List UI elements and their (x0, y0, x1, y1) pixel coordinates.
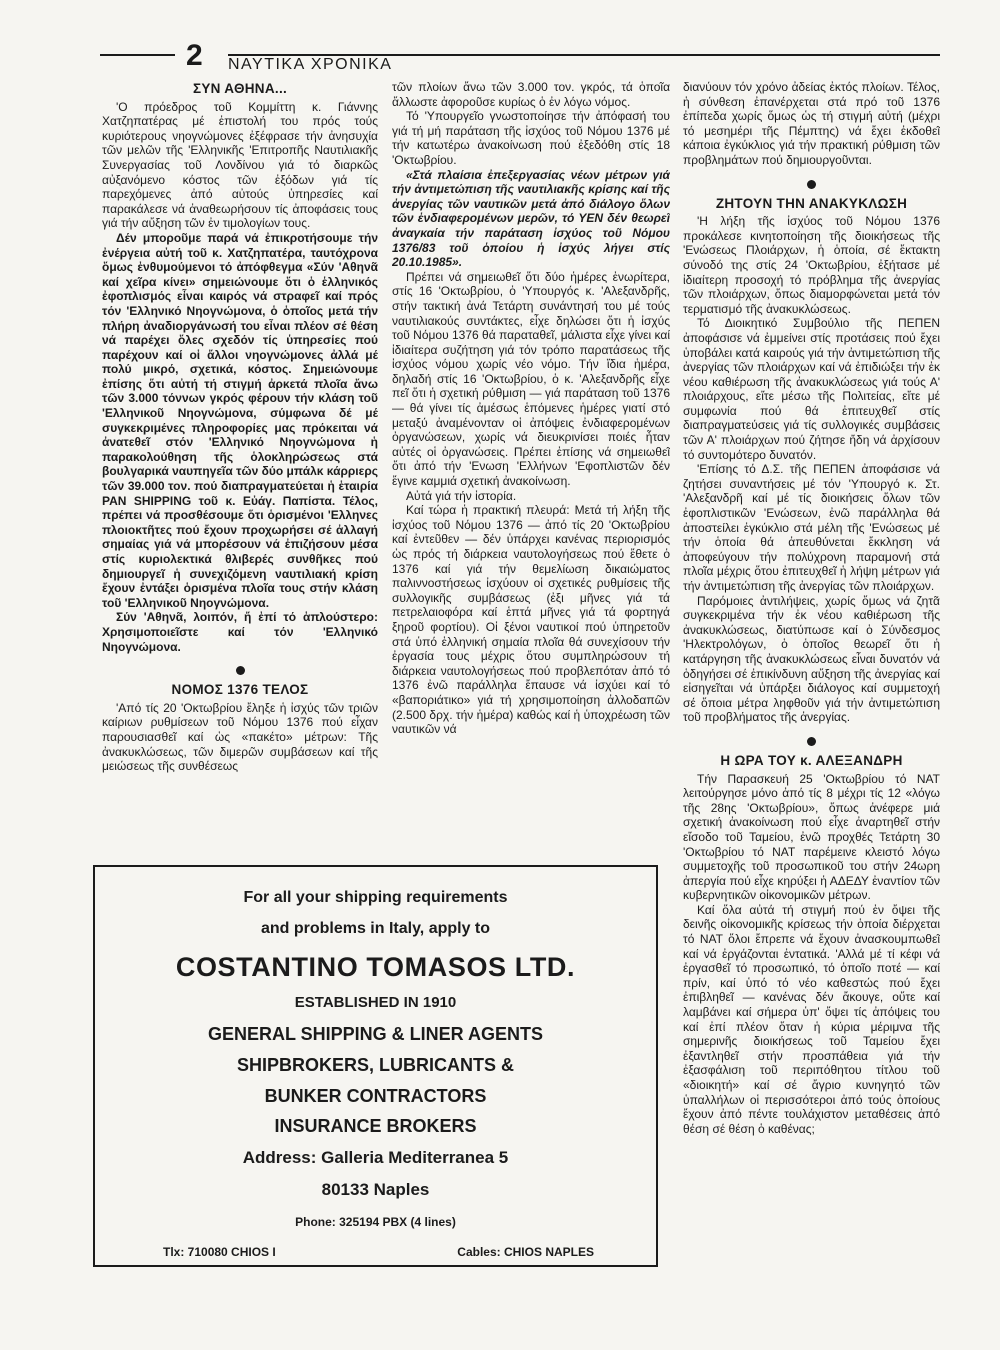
article-paragraph: Καί τώρα ἡ πρακτική πλευρά: Μετά τή λήξη τῆς ἰσχύος τοῦ Νόμου 1376 — ἀπό τίς 20 'Οκτωβρίου καί ἐντεῦθεν — δέν ὑπάρχει κανένας περιορισμός ὡς πρός τή διάρκεια ναυτολογήσεως πού ἔθετε ὁ 1376 καί γιά τήν θεμελίωση δικαιώματος παλιννοστήσεως ἰσχύουν οἱ σχετικές ρυθμίσεις τῆς συλλογικῆς συμβάσεως (ἐξι μῆνες γιά τά πετρελαιοφόρα καί ἑπτά μῆνες γιά τά φορτηγά ξηροῦ φορτίου). Οἱ ξένοι ναυτικοί πού ὑπηρετοῦν στά ὑπό ἑλληνική σημαία πλοῖα θά συνεχίσουν τήν ἐργασία τους μέχρις ὅτου συμπληρώσουν τή διάρκεια ναυτολογήσεως πού προβλεπόταν ἀπό τό 1376 ἐνῶ παράλληλα ἔπαυσε νά ἰσχύει καί τό «βαποριάτικο» γιά τή χρησιμοποίηση ἀλλοδαπῶν (2.500 δρχ. τήν ἡμέρα) καθώς καί ἡ ὑποχρέωση τῶν ναυτικῶν νά (392, 503, 670, 737)
article-paragraph: Καί ὅλα αὐτά τή στιγμή πού ἐν ὄψει τῆς δεινῆς οἰκονομικῆς κρίσεως τήν ὁποία διέρχεται τό ΝΑΤ ὅλοι ἔπρεπε νά ἔχουν ἀνασκουμπωθεῖ καί νά ἐργάζονται ἐντατικά. 'Αλλά μέ τί κέφι νά ἐργασθεῖ τό προσωπικό, τό ὁποῖο ποτέ — καί πρίν, καί ὑπό τό νέο καθεστώς πού ἔχει ἐπιβληθεῖ — κανένας δέν ἄκουγε, οὔτε καί λαμβάνει καί σήμερα ὑπ' ὄψει τίς ἀπόψεις του καί ἐπί πλέον ὅταν ἡ κύρια μέριμνα τῆς σημερινῆς διοικήσεως τοῦ Ταμείου ἔχει ἐξαντληθεῖ στήν προσπάθεια γιά τήν ἐξασφάλιση τοῦ περιπόθητου τίτλου τοῦ «διοικητή» καί σέ ἄγριο κυνηγητό τῶν ὑπαλλήλων οἱ περισσότεροι ἀπό τούς ὁποίους ἔχουν ἀπό πέντε τουλάχιστον μεταθέσεις ἀπό θέση σέ θέση ὁ καθένας; (683, 902, 940, 1136)
shipping-advertisement (93, 865, 658, 1267)
publication-title: ΝΑΥΤΙΚΑ ΧΡΟΝΙΚΑ (228, 56, 393, 73)
article-paragraph: Δέν μποροῦμε παρά νά ἐπικροτήσουμε τήν ἐνέργεια αὐτή τοῦ κ. Χατζηπατέρα, ταυτόχρονα ὅμως ἐνθυμούμενοι τό ἀπόφθεγμα «Σύν 'Αθηνᾶ καί χεῖρα κίνει» σημειώνουμε ὅτι ὁ ἑλληνικός ἐφοπλισμός εἶναι καιρός νά στραφεῖ καί πρός τόν 'Ελληνικό Νηογνώμονα, ὁ ὁποῖος μετά τήν πλήρη ἀναδιοργάνωσή του εἶναι πλέον σέ θέση νά παρέχει ὅλες σχεδόν τίς ὑπηρεσίες πού παρέχουν καί οἱ ἄλλοι νηογνώμονες ἀλλά μέ πολύ μικρό, σχετικά, κόστος. Σημειώνουμε ἐπίσης ὅτι αὐτή τή στιγμή ἀρκετά πλοῖα ἄνω τῶν 3.000 τόννων γκρός φέρουν τήν κλάση τοῦ 'Ελληνικοῦ Νηογνώμονα, σύμφωνα δέ μέ συγκεκριμένες πληροφορίες μας πρόκειται νά ἀνατεθεῖ στόν 'Ελληνικό Νηογνώμονα ἡ παρακολούθηση τῆς ὁλοκληρώσεως στά βουλγαρικά ναυπηγεῖα τῶν δύο μπάλκ κάρριερς τῶν 39.000 τον. πού διαπραγματεύεται ἡ ἑταιρία PAN SHIPPING τοῦ κ. Εὐάγ. Παπίστα. Τέλος, πρέπει νά προσθέσουμε ὅτι ὁρισμένοι 'Ελληνες πλοιοκτῆτες πού ἔχουν προχωρήσει σέ ἀλλαγή σημαίας γιά νά μπορέσουν νά ἐπιζήσουν μέσα στίς κυριολεκτικά θλιβερές συνθῆκες πού δημιουργεῖ ἡ συνεχιζόμενη ναυτιλιακή κρίση ἔχουν ἐντάξει ὁρισμένα πλοῖα τους στήν κλάση τοῦ 'Ελληνικοῦ Νηογνώμονα. (102, 230, 378, 610)
ad-tagline-2: and problems in Italy, apply to (260, 920, 491, 937)
ministry-announcement: «Στά πλαίσια ἐπεξεργασίας νέων μέτρων γιά τήν ἀντιμετώπιση τῆς ναυτιλιακῆς κρίσης καί τῆς ἀνεργίας τῶν ναυτικῶν μετά ἀπό διάλογο ὅλων τῶν ἐνδιαφερομένων μερῶν, τό ΥΕΝ δέν θεωρεῖ ἀναγκαία τήν παράταση ἰσχύος τοῦ Νόμου 1376/83 τοῦ ὁποίου ἡ ἰσχύς λήγει στίς 20.10.1985». (392, 167, 670, 270)
article-paragraph: Αὐτά γιά τήν ἱστορία. (406, 488, 517, 503)
column-1 (102, 80, 378, 858)
article-paragraph: Τό Διοικητικό Συμβούλιο τῆς ΠΕΠΕΝ ἀποφάσισε νά ἐμμείνει στίς προτάσεις πού ἔχει ὑποβάλει κατά καιρούς γιά τήν ἀντιμετώπιση τῆς ἀνεργίας τῶν πλοιάρχων καί νά ἐπιδιώξει τήν ἐκ νέου καθιέρωση τῆς ἀνακυκλώσεως γιά τούς Α' πλοιάρχους, εἴτε μέσω τῆς Πολιτείας, εἴτε μέ συμφωνία πού θά ἐπιτευχθεῖ στίς διαπραγματεύσεις γιά τίς συλλογικές συμβάσεις τῶν Α' πλοιάρχων πού ζήτησε ἤδη νά ἀρχίσουν τό συντομότερο δυνατόν. (683, 316, 940, 462)
page-number: 2 (186, 39, 203, 72)
ad-city: 80133 Naples (321, 1180, 430, 1199)
ad-address: Address: Galleria Mediterranea 5 (242, 1148, 509, 1167)
ad-service-line: BUNKER CONTRACTORS (264, 1086, 487, 1106)
article-paragraph: 'Επίσης τό Δ.Σ. τῆς ΠΕΠΕΝ ἀποφάσισε νά ζητήσει συναντήσεις μέ τόν 'Υπουργό κ. Στ. 'Αλεξανδρῆ καί μέ τίς διοικήσεις ὅλων τῶν ἐφοπλιστικῶν 'Ενώσεων, ἐνῶ παράλληλα θά ἀποστείλει ἐγκύκλιο στά μέλη τῆς 'Ενώσεως μέ τήν ὁποία θά ἀπευθύνεται ἔκκληση νά ἀποφεύγουν τήν πολύχρονη παραμονή στά πλοῖα μέχρις ὅτου ἐπιτευχθεῖ ἡ λήψη μέτρων γιά τήν ἀντιμετώπιση τῆς ἀνεργίας τῶν πλοιάρχων. (683, 462, 940, 593)
article-paragraph: 'Ο πρόεδρος τοῦ Κομμίττη κ. Γιάννης Χατζηπατέρας μέ ἐπιστολή του πρός τούς κυριότερους νηογνώμονες ἐξέφρασε τήν ἀνησυχία τῶν μελῶν τῆς 'Ελληνικῆς 'Επιτροπῆς Ναυτιλιακῆς Συνεργασίας τοῦ Λονδίνου γιά τό διαρκῶς αὐξανόμενο κόστος τῶν ἐξόδων γιά τίς παρεχόμενες ἀπό αὐτούς ὑπηρεσίες καί παρακάλεσε νά ἀναθεωρήσουν τίς ἀποφάσεις τους γιά τήν αὔξηση τῶν ἐν τιμολογίων τους. (102, 99, 378, 231)
article-paragraph: Παρόμοιες ἀντιλήψεις, χωρίς ὅμως νά ζητᾶ συγκεκριμένα τήν ἐκ νέου καθιέρωση τῆς ἀνακυκλώσεως, διατύπωσε καί ὁ Σύνδεσμος 'Ηλεκτρολόγων, ὁ ὁποῖος θεωρεῖ ὅτι ἡ κατάργηση τῆς ἀνακυκλώσεως εἶναι δυνατόν νά ὁδηγήσει σέ ἐπικίνδυνη αὔξηση τῆς ἀνεργίας καί εἰσηγεῖται νά ὑπάρξει διάλογος καί συμμετοχή σέ ὅποια μέτρα ληφθοῦν γιά τήν ἀντιμετώπιση τοῦ προβλήματος τῆς ἀνεργίας. (683, 593, 940, 725)
ad-established: ESTABLISHED IN 1910 (294, 994, 457, 1011)
article-paragraph: διανύουν τόν χρόνο ἀδείας ἐκτός πλοίων. Τέλος, ἡ σύνθεση ἐπανέρχεται στά πρό τοῦ 1376 ἐπίπεδα χωρίς ὅμως ὡς τή στιγμή αὐτή (μέχρι τό μεσημέρι τῆς Πέμπτης) νά ἔχει ἐκδοθεῖ κάποια ἐγκύκλιος γιά τήν πρακτική ρύθμιση τῶν προβλημάτων πού δημιουργοῦνται. (683, 80, 940, 167)
article-paragraph: Τό 'Υπουργεῖο γνωστοποίησε τήν ἀπόφασή του γιά τή μή παράταση τῆς ἰσχύος τοῦ Νόμου 1376 μέ τήν κατωτέρω ἀνακοίνωση πού ἐξεδόθη στίς 18 'Οκτωβρίου. (392, 109, 670, 167)
ad-service-line: SHIPBROKERS, LUBRICANTS & (236, 1055, 514, 1075)
article-heading-syn-athina: ΣΥΝ ΑΘΗΝΑ... (192, 81, 288, 96)
ad-service-line: INSURANCE BROKERS (274, 1116, 477, 1136)
article-paragraph: Τήν Παρασκευή 25 'Οκτωβρίου τό ΝΑΤ λειτούργησε μόνο ἀπό τίς 8 μέχρι τίς 12 «λόγω τῆς 28ης 'Οκτωβρίου», ὅπως ἀνέφερε μιά σχετική ἀνακοίνωση πού εἶχε ἀναρτηθεῖ στήν εἴσοδο τοῦ Ταμείου, ἐνῶ προχθές Τετάρτη 30 'Οκτωβρίου τό ΝΑΤ παρέμεινε κλειστό λόγω συμμετοχῆς τοῦ προσωπικοῦ του στήν 24ωρη ἀπεργία πού εἶχε κηρύξει ἡ ΑΔΕΔΥ ἐναντίον τῶν κυβερνητικῶν οἰκονομικῶν μέτρων. (683, 771, 940, 903)
section-bullet (807, 737, 816, 746)
article-heading-anakyklosi: ΖΗΤΟΥΝ ΤΗΝ ΑΝΑΚΥΚΛΩΣΗ (715, 195, 908, 211)
ad-phone: Phone: 325194 PBX (4 lines) (295, 1215, 456, 1229)
column-3 (683, 80, 940, 1318)
article-paragraph: Πρέπει νά σημειωθεῖ ὅτι δύο ἡμέρες ἐνωρίτερα, στίς 16 'Οκτωβρίου, ὁ 'Υπουργός κ. 'Αλεξανδρῆς, στήν τακτική ἀνά Τετάρτη συνάντησή του μέ τούς ναυτιλιακούς συντάκτες, εἶχε δηλώσει ὅτι ἡ ἰσχύς τοῦ Νόμου 1376 θά παραταθεῖ, μάλιστα εἶχε γίνει καί ἰδιαίτερα συζήτηση γιά τόν τρόπο παρατάσεως τῆς ἰσχύος νόμου χωρίς νέο νόμο. Τήν ἴδια ἡμέρα, δηλαδή στίς 16 'Οκτωβρίου, ὁ κ. 'Αλεξανδρῆς εἶχε πεῖ ὅτι ἡ σχετική ρύθμιση — γιά παράταση τοῦ 1376 — θά γίνει τίς ἀμέσως ἑπόμενες ἡμέρες γιατί στό μεταξύ ἀναμένονταν οἱ ἀπόψεις ἐνδιαφερομένων ὀργανώσεων, χωρίς νά διευκρινίσει ποιές ἦταν αὐτές οἱ ὀργανώσεις. Πρέπει ἐπίσης νά σημειωθεῖ ὅτι ἀπό τήν 'Ενωση 'Ελλήνων 'Εφοπλιστῶν δέν ἔγινε καμμιά σχετική ἀνακοίνωση. (392, 269, 670, 489)
article-paragraph: Σύν 'Αθηνᾶ, λοιπόν, ἤ ἐπί τό ἁπλούστερο: Χρησιμοποιεῖστε καί τόν 'Ελληνικό Νηογνώμονα. (102, 610, 378, 654)
article-heading-ora-alexandri: Η ΩΡΑ ΤΟΥ κ. ΑΛΕΞΑΝΔΡΗ (720, 752, 903, 768)
ad-tagline-1: For all your shipping requirements (243, 889, 508, 906)
article-paragraph: 'Από τίς 20 'Οκτωβρίου ἔληξε ἡ ἰσχύς τῶν τριῶν καίριων ρυθμίσεων τοῦ Νόμου 1376 πού εἶχαν παρουσιασθεῖ καί ὡς «πακέτο» μέτρων: Τῆς ἀνακυκλώσεως, τῶν διμερῶν συμβάσεων καί τῆς μειώσεως τῆς συνθέσεως (102, 700, 378, 774)
section-bullet (807, 180, 816, 189)
header-rule-left (100, 54, 175, 56)
ad-service-line: GENERAL SHIPPING & LINER AGENTS (207, 1024, 544, 1044)
article-paragraph: τῶν πλοίων ἄνω τῶν 3.000 τον. γκρός, τά ὁποῖα ἄλλωστε ἀφοροῦσε κυρίως ὁ ἐν λόγω νόμος. (392, 80, 670, 109)
column-2 (392, 80, 670, 858)
ad-telex: Tlx: 710080 CHIOS I (163, 1245, 276, 1259)
section-bullet (236, 666, 245, 675)
article-heading-nomos-1376: ΝΟΜΟΣ 1376 ΤΕΛΟΣ (171, 682, 309, 698)
ad-cables: Cables: CHIOS NAPLES (457, 1245, 594, 1259)
article-paragraph: 'Η λήξη τῆς ἰσχύος τοῦ Νόμου 1376 προκάλεσε κινητοποίηση τῆς διοικήσεως τῆς 'Ενώσεως Πλοιάρχων, ἡ ὁποία, σέ ἔκτακτη σύνοδό της στίς 24 'Οκτωβρίου, ἐξήτασε μέ ἰδιαίτερη προσοχή τό πρόβλημα τῆς ἀνεργίας τῶν πλοιάρχων, ὅπως διαμορφώνεται μετά τόν τερματισμό τῆς ἀνακυκλώσεως. (683, 214, 940, 316)
ad-company-name: COSTANTINO TOMASOS LTD. (175, 952, 576, 982)
